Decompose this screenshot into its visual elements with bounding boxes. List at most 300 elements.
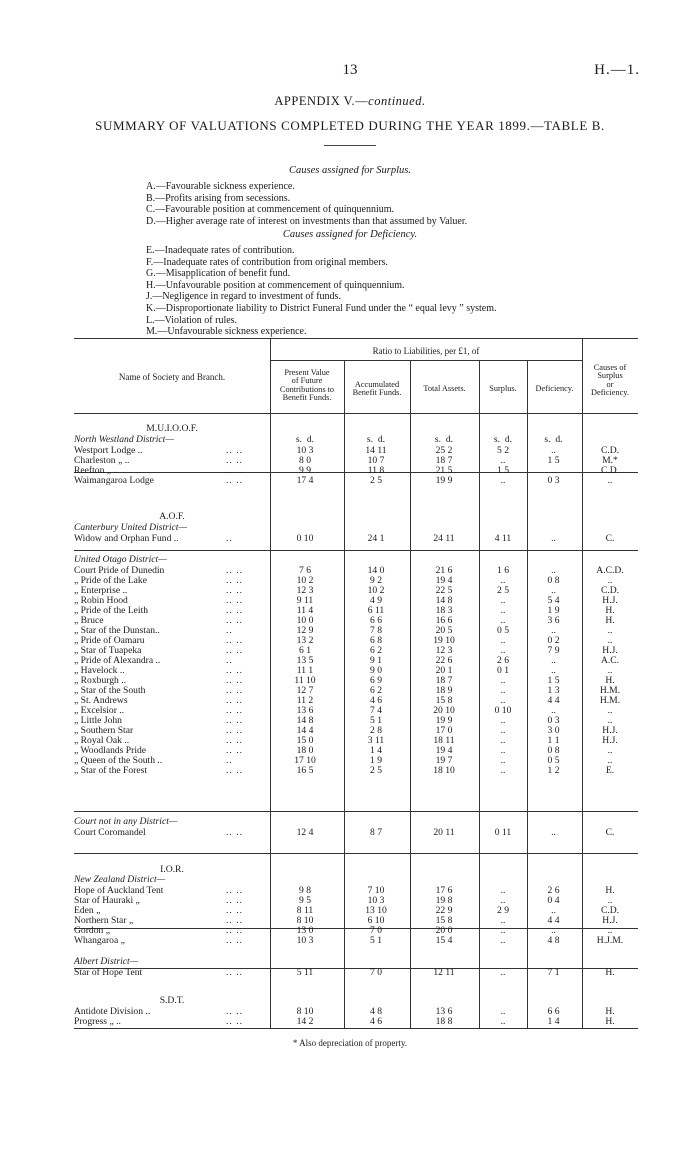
row-name: Northern Star „ (74, 915, 134, 926)
leader-dots: .. .. (226, 455, 243, 466)
surplus-cell: 2 9 (497, 905, 509, 916)
col-deficiency-header: Deficiency. (535, 384, 574, 393)
total-assets-cell: 19 4 (435, 745, 453, 756)
surplus-cell: 1 6 (497, 565, 509, 576)
deficiency-cell: .. (551, 465, 556, 476)
total-assets-cell: 15 8 (435, 915, 453, 926)
leader-dots: .. .. (226, 465, 243, 476)
unit-label (479, 435, 527, 446)
causes-cell: H.J. (602, 595, 618, 606)
present-value-cell: 15 0 (296, 735, 314, 746)
table-row (74, 936, 638, 947)
total-assets-cell: 17 0 (435, 725, 453, 736)
causes-cell: C. (605, 827, 615, 838)
district-row (74, 555, 638, 566)
present-value-cell: 14 4 (296, 725, 314, 736)
deficiency-cause-h: H.—Unfavourable position at commencement of quinquennium. (146, 279, 405, 291)
total-assets-cell: 20 0 (435, 925, 453, 936)
leader-dots: .. .. (226, 475, 243, 486)
surplus-cell: .. (500, 735, 506, 746)
total-assets-cell: 20 5 (435, 625, 453, 636)
row-name: „ Robin Hood (74, 595, 128, 606)
header-line: of Future (291, 376, 323, 386)
district-name: Canterbury United District— (74, 522, 187, 533)
deficiency-cell: .. (551, 655, 556, 666)
present-value-cell: 18 0 (296, 745, 314, 756)
header-line: Present Value (284, 368, 330, 377)
leader-dots: .. .. (226, 615, 243, 626)
header-bottom-rule (74, 413, 638, 414)
causes-cell: .. (607, 475, 613, 486)
section-rule (74, 811, 638, 812)
deficiency-cell: 0 8 (547, 575, 560, 586)
causes-cell: H.J.M. (596, 935, 624, 946)
present-value-cell: 10 3 (296, 445, 314, 456)
total-assets-cell: 22 9 (435, 905, 453, 916)
causes-cell: H.J. (602, 735, 618, 746)
surplus-cell: .. (500, 475, 506, 486)
surplus-cause-a: A.—Favourable sickness experience. (146, 181, 295, 192)
total-assets-cell: 19 9 (435, 715, 453, 726)
row-name: „ Bruce (74, 615, 104, 626)
accumulated-cell: 9 1 (370, 655, 382, 666)
surplus-causes-list (146, 181, 467, 227)
unit-d: d. (377, 434, 386, 445)
causes-cell: C.D. (600, 905, 620, 916)
deficiency-cell: 3 0 (547, 725, 560, 736)
deficiency-cause-m: M.—Unfavourable sickness experience. (146, 326, 307, 338)
accumulated-cell: 14 0 (367, 565, 385, 576)
district-row (74, 875, 638, 886)
divider (324, 145, 376, 146)
present-value-cell: 7 6 (299, 565, 311, 576)
surplus-cell: 0 10 (494, 705, 512, 716)
leader-dots: .. .. (226, 905, 243, 916)
leader-dots: .. .. (226, 635, 243, 646)
deficiency-cell: .. (551, 665, 556, 676)
causes-cell: A.C. (600, 655, 620, 666)
deficiency-causes-list (146, 245, 497, 338)
row-name: „ St. Andrews (74, 695, 128, 706)
surplus-cell: .. (500, 615, 506, 626)
deficiency-cause-f: F.—Inadequate rates of contribution from original members. (146, 256, 388, 268)
deficiency-cell: 0 5 (547, 755, 560, 766)
table-row (74, 1017, 638, 1028)
row-name: Antidote Division .. (74, 1006, 151, 1017)
total-assets-cell: 18 8 (435, 1016, 453, 1027)
deficiency-cause-g: G.—Misapplication of benefit fund. (146, 268, 291, 280)
unit-s: s. (493, 434, 501, 445)
causes-cell: H. (605, 1016, 615, 1027)
leader-dots: .. .. (226, 575, 243, 586)
accumulated-cell: 13 10 (365, 905, 387, 916)
unit-d: d. (555, 434, 563, 445)
table-row (74, 828, 638, 839)
deficiency-cell: 0 3 (547, 715, 560, 726)
total-assets-cell: 19 9 (435, 475, 453, 486)
causes-cell: H. (605, 1006, 615, 1017)
accumulated-cell: 4 6 (370, 695, 382, 706)
accumulated-cell: 6 8 (370, 635, 382, 646)
present-value-cell: 12 7 (296, 685, 314, 696)
causes-cell: H.M. (599, 695, 621, 706)
present-value-cell: 10 2 (296, 575, 314, 586)
appendix-label: APPENDIX V.— (274, 94, 369, 108)
causes-cell: .. (607, 575, 613, 586)
total-assets-cell: 20 11 (433, 827, 455, 838)
leader-dots: .. .. (226, 595, 243, 606)
deficiency-cell: .. (551, 625, 556, 636)
total-assets-cell: 18 11 (433, 735, 455, 746)
surplus-cell: .. (500, 925, 506, 936)
causes-cell: .. (607, 705, 613, 716)
header-line: Surplus (597, 371, 623, 381)
leader-dots: .. .. (226, 935, 243, 946)
accumulated-cell: 7 0 (370, 967, 382, 978)
section-rule (74, 550, 638, 551)
total-assets-cell: 12 3 (435, 645, 453, 656)
accumulated-cell: 11 8 (367, 465, 385, 476)
row-name: „ Royal Oak .. (74, 735, 130, 746)
row-name: Reefton „ .. (74, 465, 119, 476)
row-name: Court Pride of Dunedin (74, 565, 165, 576)
surplus-cell: .. (500, 1016, 506, 1027)
row-name: „ Pride of the Leith (74, 605, 149, 616)
unit-label (270, 435, 340, 446)
accumulated-cell: 10 7 (367, 455, 385, 466)
deficiency-cell: 4 4 (547, 695, 560, 706)
table-row (74, 766, 638, 777)
accumulated-cell: 8 7 (370, 827, 382, 838)
section-title: S.D.T. (159, 995, 185, 1006)
leader-dots: .. .. (226, 715, 243, 726)
district-row (74, 523, 638, 534)
deficiency-cell: 0 2 (547, 635, 560, 646)
present-value-cell: 17 10 (294, 755, 316, 766)
header-line: or (606, 379, 614, 389)
row-name: Star of Hauraki „ (74, 895, 140, 906)
deficiency-cell: 0 3 (547, 475, 560, 486)
present-value-cell: 13 0 (296, 925, 314, 936)
row-name: Progress „ .. (74, 1016, 121, 1027)
deficiency-cause-l: L.—Violation of rules. (146, 314, 238, 326)
col-total-header: Total Assets. (423, 384, 466, 393)
district-name: Albert District— (74, 956, 139, 967)
deficiency-cell: 3 6 (547, 615, 560, 626)
deficiency-cell: .. (551, 445, 556, 456)
leader-dots: .. .. (226, 645, 243, 656)
total-assets-cell: 21 6 (435, 565, 453, 576)
surplus-cell: .. (500, 915, 506, 926)
surplus-cell: 0 11 (494, 827, 512, 838)
section-title: A.O.F. (159, 511, 185, 522)
present-value-cell: 11 1 (296, 665, 314, 676)
table-row (74, 534, 638, 545)
surplus-cell: .. (500, 885, 506, 896)
unit-label (344, 435, 408, 446)
present-value-cell: 9 9 (299, 465, 311, 476)
leader-dots: .. .. (226, 725, 243, 736)
causes-cell: M.* (602, 455, 618, 466)
surplus-cause-b: B.—Profits arising from secessions. (146, 192, 291, 204)
present-value-cell: 9 5 (299, 895, 311, 906)
surplus-cell: .. (500, 1006, 506, 1017)
accumulated-cell: 7 10 (367, 885, 385, 896)
causes-cell: .. (607, 665, 613, 676)
col-present-value-header (270, 369, 344, 403)
total-assets-cell: 21 5 (435, 465, 453, 476)
col-surplus-header: Surplus. (489, 384, 517, 393)
causes-cell: C. (605, 533, 615, 544)
page-number: 13 (342, 62, 358, 78)
causes-cell: C.D. (600, 465, 620, 476)
accumulated-cell: 3 11 (367, 735, 385, 746)
present-value-cell: 10 3 (296, 935, 314, 946)
causes-cell: .. (607, 745, 613, 756)
unit-s: s. (366, 434, 374, 445)
total-assets-cell: 18 7 (435, 675, 453, 686)
row-name: „ Pride of the Lake (74, 575, 147, 586)
accumulated-cell: 14 11 (365, 445, 387, 456)
summary-title: SUMMARY OF VALUATIONS COMPLETED DURING THE YEAR 1899.—TABLE B. (95, 118, 605, 133)
deficiency-cell: 4 4 (547, 915, 560, 926)
present-value-cell: 14 2 (296, 1016, 314, 1027)
accumulated-cell: 2 5 (370, 475, 382, 486)
causes-cell: H. (605, 605, 615, 616)
present-value-cell: 8 10 (296, 915, 314, 926)
leader-dots: .. .. (226, 675, 243, 686)
accumulated-cell: 6 9 (370, 675, 382, 686)
deficiency-cell: 1 9 (547, 605, 560, 616)
present-value-cell: 13 6 (296, 705, 314, 716)
row-name: Widow and Orphan Fund .. (74, 533, 179, 544)
present-value-cell: 11 10 (294, 675, 316, 686)
leader-dots: .. .. (226, 765, 243, 776)
causes-cell: C.D. (600, 585, 620, 596)
deficiency-cell: 1 2 (547, 765, 560, 776)
deficiency-cell: 6 6 (547, 1006, 560, 1017)
total-assets-cell: 19 8 (435, 895, 453, 906)
total-assets-cell: 19 4 (435, 575, 453, 586)
present-value-cell: 11 2 (296, 695, 314, 706)
surplus-cell: .. (500, 935, 506, 946)
deficiency-cell: 7 1 (547, 967, 560, 978)
appendix-suffix: continued. (368, 94, 426, 108)
causes-cell: C.D. (600, 445, 620, 456)
present-value-cell: 5 11 (296, 967, 314, 978)
total-assets-cell: 22 5 (435, 585, 453, 596)
table-bottom-rule (74, 1028, 638, 1029)
causes-cell: H.J. (602, 645, 618, 656)
present-value-cell: 13 5 (296, 655, 314, 666)
leader-dots: .. .. (226, 925, 243, 936)
deficiency-cause-j: J.—Negligence in regard to investment of funds. (146, 291, 341, 303)
total-assets-cell: 22 6 (435, 655, 453, 666)
unit-label (410, 435, 478, 446)
surplus-cell: .. (500, 745, 506, 756)
accumulated-cell: 5 1 (370, 935, 382, 946)
deficiency-cause-e: E.—Inadequate rates of contribution. (146, 245, 295, 256)
group-header-rule (270, 360, 582, 361)
surplus-cell: 2 5 (497, 585, 509, 596)
deficiency-cell: 1 5 (547, 455, 560, 466)
unit-d: d. (445, 434, 454, 445)
deficiency-cell: 1 1 (547, 735, 560, 746)
district-name: New Zealand District— (74, 874, 166, 885)
total-assets-cell: 18 10 (433, 765, 455, 776)
accumulated-cell: 4 6 (370, 1016, 382, 1027)
deficiency-cell: 0 8 (547, 745, 560, 756)
row-name: „ Star of the Forest (74, 765, 148, 776)
district-name: Court not in any District— (74, 816, 178, 827)
total-assets-cell: 20 1 (435, 665, 453, 676)
leader-dots: .. .. (226, 605, 243, 616)
row-name: „ Queen of the South .. (74, 755, 163, 766)
causes-cell: .. (607, 715, 613, 726)
row-name: „ Enterprise .. (74, 585, 128, 596)
surplus-cell: .. (500, 675, 506, 686)
present-value-cell: 11 4 (296, 605, 314, 616)
causes-cell: H. (605, 967, 615, 978)
accumulated-cell: 7 0 (370, 925, 382, 936)
present-value-cell: 12 9 (296, 625, 314, 636)
causes-cell: H. (605, 615, 615, 626)
accumulated-cell: 9 2 (370, 575, 382, 586)
section-rule (74, 853, 638, 854)
present-value-cell: 8 10 (296, 1006, 314, 1017)
accumulated-cell: 2 5 (370, 765, 382, 776)
surplus-cell: .. (500, 645, 506, 656)
section-title: M.U.I.O.O.F. (146, 423, 198, 434)
surplus-cell: .. (500, 755, 506, 766)
causes-cell: .. (607, 895, 613, 906)
row-name: „ Pride of Alexandra .. (74, 655, 161, 666)
col-name-header: Name of Society and Branch. (118, 372, 226, 382)
deficiency-cell: 1 3 (547, 685, 560, 696)
footnote: * Also depreciation of property. (292, 1038, 408, 1048)
leader-dots: .. .. (226, 827, 243, 838)
leader-dots: .. .. (226, 685, 243, 696)
present-value-cell: 0 10 (296, 533, 314, 544)
accumulated-cell: 6 2 (370, 645, 382, 656)
total-assets-cell: 20 10 (433, 705, 455, 716)
present-value-cell: 9 11 (296, 595, 314, 606)
surplus-causes-title: Causes assigned for Surplus. (289, 165, 411, 176)
present-value-cell: 8 11 (296, 905, 314, 916)
row-name: Waimangaroa Lodge (74, 475, 154, 486)
deficiency-cell: .. (551, 905, 556, 916)
leader-dots: .. (226, 625, 233, 636)
surplus-cell: 0 5 (497, 625, 509, 636)
page-reference: H.—1. (594, 62, 640, 78)
unit-label (527, 435, 580, 446)
deficiency-cell: .. (551, 705, 556, 716)
causes-cell: H. (605, 675, 615, 686)
total-assets-cell: 13 6 (435, 1006, 453, 1017)
leader-dots: .. .. (226, 735, 243, 746)
leader-dots: .. (226, 655, 233, 666)
row-name: Star of Hope Tent (74, 967, 143, 978)
group-header: Ratio to Liabilities, per £1, of (372, 346, 480, 356)
leader-dots: .. .. (226, 1006, 243, 1017)
causes-cell: .. (607, 925, 613, 936)
table-row (74, 968, 638, 979)
col-accumulated-header (344, 381, 410, 398)
leader-dots: .. (226, 755, 233, 766)
row-name: „ Havelock .. (74, 665, 125, 676)
row-name: Court Coromandel (74, 827, 146, 838)
leader-dots: .. .. (226, 1016, 243, 1027)
present-value-cell: 17 4 (296, 475, 314, 486)
unit-s: s. (295, 434, 303, 445)
row-name: Westport Lodge .. (74, 445, 143, 456)
accumulated-cell: 6 2 (370, 685, 382, 696)
district-name: United Otago District— (74, 554, 167, 565)
surplus-cell: 1 5 (497, 465, 509, 476)
row-name: „ Little John (74, 715, 122, 726)
total-assets-cell: 14 8 (435, 595, 453, 606)
total-assets-cell: 16 6 (435, 615, 453, 626)
district-row (74, 957, 638, 968)
leader-dots: .. .. (226, 885, 243, 896)
row-name: Eden „ (74, 905, 101, 916)
accumulated-cell: 4 8 (370, 1006, 382, 1017)
table-top-rule (74, 338, 638, 339)
surplus-cell: 2 6 (497, 655, 509, 666)
surplus-cell: .. (500, 685, 506, 696)
surplus-cell: .. (500, 967, 506, 978)
unit-s: s. (544, 434, 551, 445)
causes-cell: H.M. (599, 685, 621, 696)
total-assets-cell: 18 9 (435, 685, 453, 696)
row-name: „ Star of the Dunstan.. (74, 625, 160, 636)
accumulated-cell: 24 1 (367, 533, 385, 544)
total-assets-cell: 15 4 (435, 935, 453, 946)
accumulated-cell: 7 8 (370, 625, 382, 636)
row-name: Hope of Auckland Tent (74, 885, 164, 896)
deficiency-cell: 4 8 (547, 935, 560, 946)
leader-dots: .. (226, 533, 233, 544)
unit-s: s. (434, 434, 442, 445)
accumulated-cell: 9 0 (370, 665, 382, 676)
accumulated-cell: 10 3 (367, 895, 385, 906)
district-name: North Westland District— (74, 434, 174, 445)
accumulated-cell: 6 10 (367, 915, 385, 926)
surplus-cell: .. (500, 575, 506, 586)
row-name: „ Roxburgh .. (74, 675, 127, 686)
surplus-cell: .. (500, 635, 506, 646)
surplus-cell: 5 2 (497, 445, 509, 456)
deficiency-cell: .. (551, 533, 556, 544)
present-value-cell: 14 8 (296, 715, 314, 726)
surplus-cell: .. (500, 895, 506, 906)
accumulated-cell: 4 9 (370, 595, 382, 606)
present-value-cell: 6 1 (299, 645, 311, 656)
present-value-cell: 16 5 (296, 765, 314, 776)
row-name: „ Southern Star (74, 725, 134, 736)
leader-dots: .. .. (226, 665, 243, 676)
deficiency-cell: 1 4 (547, 1016, 560, 1027)
causes-cell: .. (607, 625, 613, 636)
deficiency-cell: .. (551, 827, 556, 838)
leader-dots: .. .. (226, 967, 243, 978)
accumulated-cell: 6 6 (370, 615, 382, 626)
unit-d: d. (504, 434, 513, 445)
total-assets-cell: 19 7 (435, 755, 453, 766)
surplus-cell: .. (500, 765, 506, 776)
row-name: Whangaroa „ (74, 935, 125, 946)
surplus-cell: .. (500, 715, 506, 726)
